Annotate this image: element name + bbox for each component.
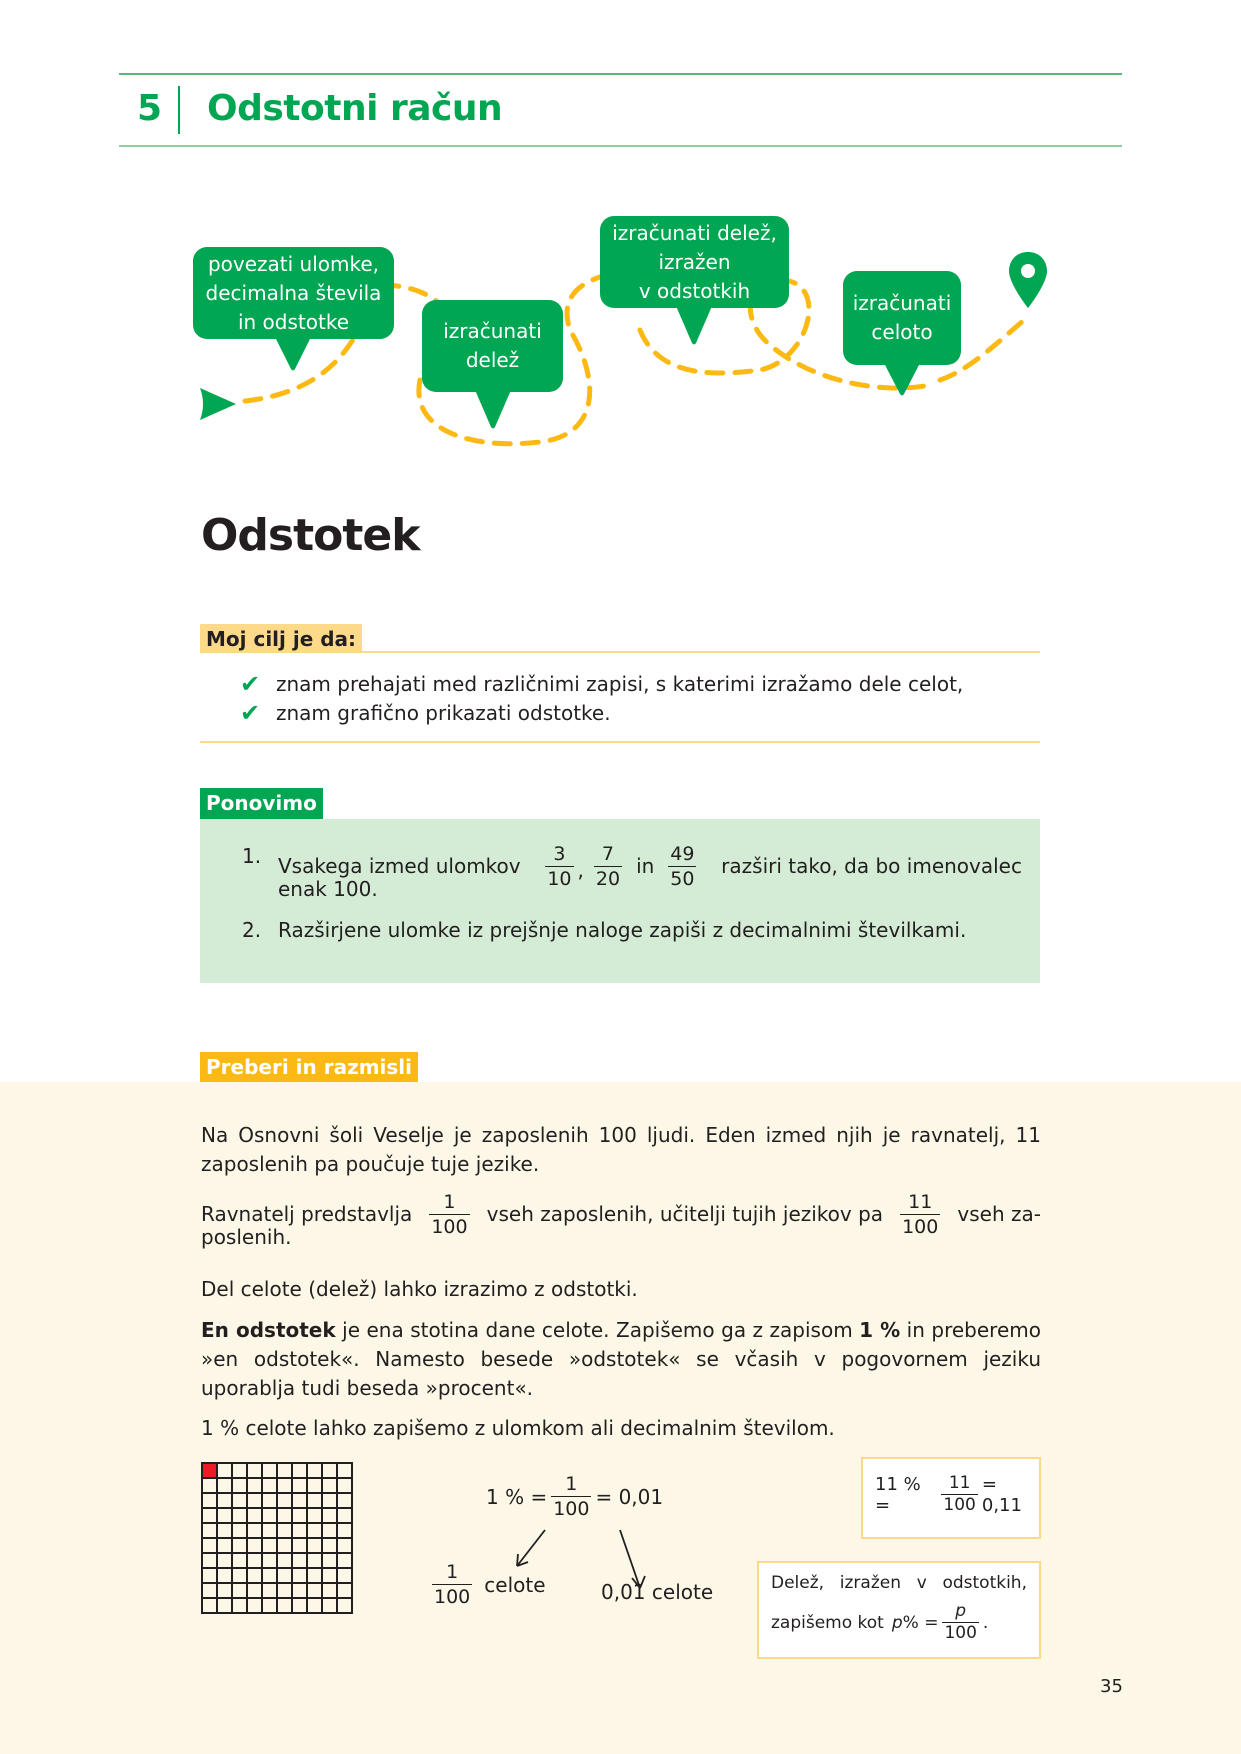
grid-cell (292, 1493, 307, 1508)
grid-cell (292, 1583, 307, 1598)
grid-cell (277, 1538, 292, 1553)
grid-cell (292, 1538, 307, 1553)
rule-text: Delež, izražen v odstotkih, (771, 1573, 1027, 1593)
bubble-tail (475, 390, 511, 430)
grid-cell (292, 1478, 307, 1493)
grid-cell (202, 1478, 217, 1493)
grid-cell (202, 1598, 217, 1613)
eq-rhs: = 0,01 (595, 1484, 664, 1509)
hundred-grid (201, 1462, 353, 1614)
grid-cell (337, 1553, 352, 1568)
grid-cell (247, 1523, 262, 1538)
read-label: Preberi in razmisli (200, 1052, 418, 1082)
grid-cell (307, 1493, 322, 1508)
step-line: decimalna števila (205, 280, 382, 305)
example-box (861, 1457, 1041, 1539)
review-tasks (242, 842, 1022, 945)
grid-cell (217, 1508, 232, 1523)
grid-cell (337, 1598, 352, 1613)
grid-cell (322, 1568, 337, 1583)
step-line: in odstotke (237, 309, 350, 334)
grid-cell (247, 1568, 262, 1583)
review-task-2 (242, 916, 1022, 945)
equation-1-percent (486, 1472, 663, 1521)
step-line: izražen (658, 249, 731, 274)
grid-cell (337, 1493, 352, 1508)
grid-cell (247, 1553, 262, 1568)
step-line: izračunati (443, 319, 542, 343)
paragraph-fractions (201, 1190, 1041, 1252)
eq-lhs: 11 % = (875, 1473, 921, 1516)
grid-cell (277, 1463, 292, 1478)
grid-cell (262, 1493, 277, 1508)
text: in preberemo »en odstotek«. Namesto besede »odstotek« se včasih v pogovornem jeziku uporablja tudi beseda »procent«. (201, 1318, 1041, 1400)
grid-cell (322, 1478, 337, 1493)
grid-cell (247, 1538, 262, 1553)
grid-cell (337, 1523, 352, 1538)
grid-cell (322, 1583, 337, 1598)
step-line: celoto (871, 320, 933, 344)
task-number: 2. (242, 918, 262, 942)
grid-cell (322, 1523, 337, 1538)
grid-cell (292, 1523, 307, 1538)
grid-cell (202, 1523, 217, 1538)
grid-cell (202, 1508, 217, 1523)
page-number: 35 (1100, 1676, 1123, 1697)
grid-cell (262, 1553, 277, 1568)
task-text: razširi tako, da bo imenovalec (721, 854, 1022, 878)
grid-cell (307, 1538, 322, 1553)
fraction-11-100: $\frac{11}{100}$ (943, 1473, 976, 1515)
grid-cell (217, 1478, 232, 1493)
fraction-1-100: $\frac{1}{100}$ (434, 1561, 471, 1608)
grid-cell (322, 1508, 337, 1523)
grid-cell (277, 1568, 292, 1583)
bubble-tail (676, 306, 712, 346)
comma: , (577, 858, 584, 882)
term-1-percent: 1 % (859, 1318, 901, 1342)
rule-box (757, 1561, 1041, 1659)
checkmark-icon: ✔ (240, 670, 261, 698)
grid-cell (337, 1508, 352, 1523)
task-text: enak 100. (278, 877, 378, 901)
grid-cell (217, 1553, 232, 1568)
grid-cell (277, 1598, 292, 1613)
grid-cell (307, 1583, 322, 1598)
grid-cell (322, 1538, 337, 1553)
roadmap-step-2 (422, 300, 563, 392)
grid-cell (232, 1583, 247, 1598)
grid-cell (232, 1493, 247, 1508)
text: vseh zaposlenih, učitelji tujih jezikov pa (486, 1202, 884, 1226)
task-number: 1. (242, 844, 262, 868)
grid-cell (232, 1508, 247, 1523)
step-line: izračunati (852, 291, 952, 315)
grid-cell (277, 1553, 292, 1568)
term-en-odstotek: En odstotek (201, 1318, 336, 1342)
grid-cell (322, 1493, 337, 1508)
grid-cell (202, 1493, 217, 1508)
paragraph-intro: Na Osnovni šoli Veselje je zaposlenih 100 ljudi. Eden izmed njih je ravnatelj, 11 zaposlenih pa poučuje tuje jezike. (201, 1123, 1041, 1176)
grid-cell (262, 1478, 277, 1493)
roadmap-step-1 (193, 247, 394, 339)
grid-cell (262, 1463, 277, 1478)
grid-cell (307, 1568, 322, 1583)
goal-item (240, 699, 963, 728)
grid-cell (202, 1568, 217, 1583)
text: Ravnatelj predstavlja (201, 1202, 413, 1226)
fraction-1-100: $\frac{1}{100}$ (431, 1191, 468, 1238)
grid-cell (337, 1478, 352, 1493)
grid-cell (292, 1598, 307, 1613)
grid-cell (217, 1463, 232, 1478)
grid-cell (232, 1538, 247, 1553)
header-rule-bottom (119, 145, 1122, 147)
goals-label: Moj cilj je da: (200, 624, 362, 652)
grid-cell (202, 1583, 217, 1598)
grid-cell (307, 1523, 322, 1538)
grid-cell (262, 1583, 277, 1598)
grid-cell (247, 1493, 262, 1508)
checkmark-icon: ✔ (240, 699, 261, 727)
grid-cell (322, 1598, 337, 1613)
grid-cell (292, 1463, 307, 1478)
chapter-separator (178, 86, 180, 134)
grid-cell (232, 1553, 247, 1568)
grid-cell (262, 1598, 277, 1613)
grid-cell (217, 1568, 232, 1583)
grid-cell (232, 1478, 247, 1493)
result-fraction (428, 1560, 546, 1609)
chapter-title: Odstotni račun (207, 88, 503, 129)
grid-cell (337, 1538, 352, 1553)
grid-cell (277, 1583, 292, 1598)
grid-cell-highlighted (202, 1463, 217, 1478)
bubble-tail (275, 337, 311, 372)
fraction-7-20: $\frac{7}{20}$ (595, 843, 621, 890)
grid-cell (217, 1538, 232, 1553)
roadmap-step-3 (600, 216, 789, 308)
grid-cell (217, 1493, 232, 1508)
text: celote (484, 1572, 546, 1597)
grid-cell (292, 1553, 307, 1568)
grid-cell (232, 1568, 247, 1583)
roadmap-step-4 (843, 271, 961, 365)
grid-cell (292, 1568, 307, 1583)
text: . (982, 1612, 989, 1633)
grid-cell (247, 1583, 262, 1598)
grid-cell (277, 1478, 292, 1493)
step-line: izračunati delež, (612, 220, 777, 245)
review-label: Ponovimo (200, 788, 323, 819)
goal-text: znam grafično prikazati odstotke. (276, 701, 611, 725)
grid-cell (232, 1463, 247, 1478)
grid-cell (232, 1523, 247, 1538)
fraction-11-100: $\frac{11}{100}$ (902, 1191, 939, 1238)
step-line: v odstotkih (638, 278, 751, 303)
task-text: Razširjene ulomke iz prejšnje naloge zapiši z decimalnimi številkami. (278, 918, 967, 942)
task-text: Vsakega izmed ulomkov (278, 854, 521, 878)
goal-item (240, 670, 963, 699)
grid-cell (217, 1583, 232, 1598)
conjunction: in (636, 854, 655, 878)
review-task-1 (242, 842, 1022, 904)
eq-lhs: 1 % = (486, 1484, 548, 1509)
grid-cell (262, 1568, 277, 1583)
grid-cell (262, 1508, 277, 1523)
chapter-number: 5 (137, 88, 163, 129)
grid-cell (307, 1553, 322, 1568)
fraction-1-100: $\frac{1}{100}$ (553, 1473, 590, 1520)
fraction-3-10: $\frac{3}{10}$ (547, 843, 572, 890)
rule-formula (771, 1601, 988, 1644)
grid-cell (247, 1463, 262, 1478)
header-rule-top (119, 73, 1122, 75)
grid-cell (277, 1493, 292, 1508)
section-title: Odstotek (201, 510, 420, 561)
grid-cell (307, 1598, 322, 1613)
map-pin-icon (1007, 250, 1049, 312)
text: vseh za- (957, 1202, 1041, 1226)
step-line: delež (465, 348, 520, 372)
play-arrow-icon (196, 385, 240, 423)
grid-cell (292, 1508, 307, 1523)
grid-cell (307, 1463, 322, 1478)
step-line: povezati ulomke, (207, 251, 380, 276)
grid-cell (202, 1538, 217, 1553)
grid-cell (277, 1508, 292, 1523)
goal-text: znam prehajati med različnimi zapisi, s katerimi izražamo dele celot, (276, 672, 964, 696)
grid-cell (307, 1478, 322, 1493)
fraction-49-50: $\frac{49}{50}$ (670, 843, 695, 890)
grid-cell (322, 1553, 337, 1568)
grid-cell (247, 1508, 262, 1523)
bubble-tail (884, 363, 920, 397)
equation-11-percent (875, 1473, 1039, 1516)
learning-roadmap (0, 180, 1241, 480)
grid-cell (322, 1463, 337, 1478)
goals-rule-top (200, 651, 1040, 653)
grid-cell (337, 1568, 352, 1583)
grid-cell (247, 1598, 262, 1613)
grid-cell (232, 1598, 247, 1613)
paragraph-notation: 1 % celote lahko zapišemo z ulomkom ali decimalnim številom. (201, 1416, 835, 1440)
grid-cell (277, 1523, 292, 1538)
variable-p: p (891, 1612, 903, 1633)
eq-rhs: = 0,11 (981, 1473, 1022, 1516)
text: poslenih. (201, 1225, 292, 1249)
grid-cell (262, 1523, 277, 1538)
text: zapišemo kot (771, 1612, 884, 1633)
goals-rule-bottom (200, 741, 1040, 743)
grid-cell (262, 1538, 277, 1553)
grid-cell (337, 1463, 352, 1478)
goals-list (240, 670, 963, 728)
grid-cell (247, 1478, 262, 1493)
grid-cell (307, 1508, 322, 1523)
text: % = (902, 1612, 939, 1633)
paragraph-share: Del celote (delež) lahko izrazimo z odstotki. (201, 1277, 638, 1301)
grid-cell (337, 1583, 352, 1598)
fraction-p-100: $\frac{p}{100}$ (944, 1601, 977, 1643)
text: je ena stotina dane celote. Zapišemo ga z zapisom (335, 1318, 860, 1342)
grid-cell (217, 1598, 232, 1613)
result-decimal: 0,01 celote (601, 1580, 714, 1604)
grid-cell (202, 1553, 217, 1568)
paragraph-definition (201, 1316, 1041, 1403)
grid-cell (217, 1523, 232, 1538)
